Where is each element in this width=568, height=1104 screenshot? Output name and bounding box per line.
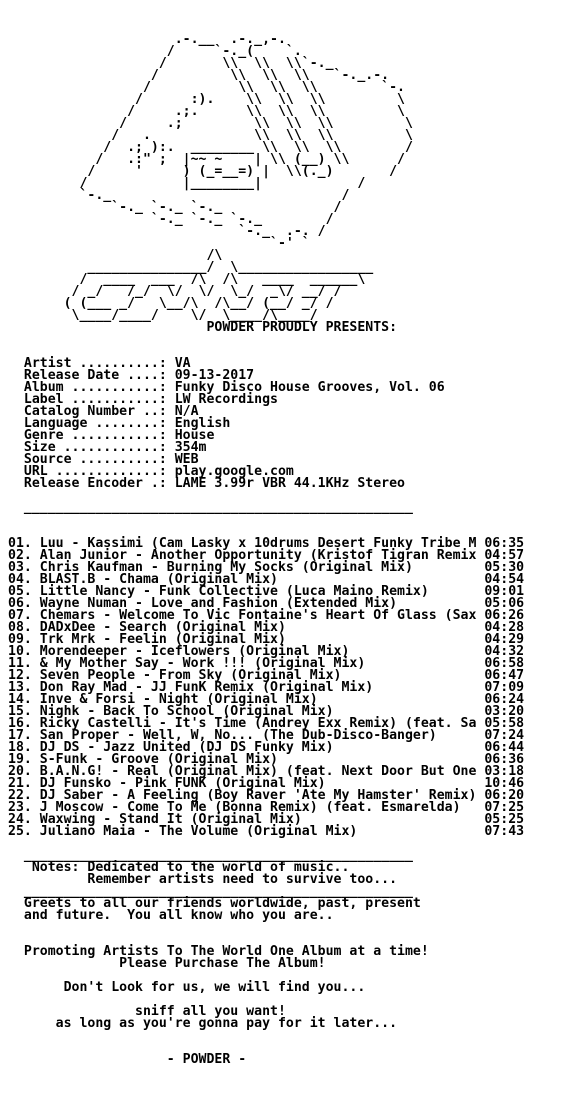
nfo-line [8,514,524,526]
nfo-line: _________________________________________________ [8,884,413,899]
nfo-line: 04. BLAST.B - Chama (Original Mix) 04:54 [8,572,525,587]
nfo-line: 02. Alan Junior - Another Opportunity (Kristof Tigran Remix 04:57 [8,548,525,563]
nfo-line: Language ........: English [8,416,231,431]
nfo-line: Release Date ....: 09-13-2017 [8,368,255,383]
nfo-line: Artist ..........: VA [8,356,191,371]
nfo-line: URL .............: play.google.com [8,464,294,479]
nfo-line: _________________________________________________ [8,848,413,863]
nfo-line: 07. Chemars - Welcome To Vic Fontaine's Heart Of Glass (Sax 06:26 [8,608,525,623]
nfo-line: 16. Ricky Castelli - It's Time (Andrey Exx Remix) (feat. Sa 05:58 [8,716,525,731]
nfo-line: / `-._( `. [8,44,302,59]
nfo-line: 21. DJ Funsko - Pink FUNK (Original Mix) 10:46 [8,776,525,791]
nfo-line: Album ...........: Funky Disco House Grooves, Vol. 06 [8,380,445,395]
nfo-line: 18. DJ DS - Jazz United (DJ DS Funky Mix) 06:44 [8,740,525,755]
nfo-line: 22. DJ Saber - A Feeling (Boy Raver 'Ate My Hamster' Remix) 06:20 [8,788,525,803]
nfo-line: as long as you're gonna pay for it later... [8,1016,398,1031]
nfo-line: Genre ...........: House [8,428,215,443]
nfo-line [8,334,524,346]
nfo-line: 11. & My Mother Say - Work !!! (Original Mix) 06:58 [8,656,525,671]
nfo-line: 17. San Proper - Well, W, No... (The Dub-Disco-Banger) 07:24 [8,728,525,743]
nfo-line: \____/____/ \/ \____/\____/ [8,308,318,323]
nfo-line: /\ [8,248,223,263]
nfo-line: 23. J Moscow - Come To Me (Bonna Remix) (feat. Esmarelda) 07:25 [8,800,525,815]
nfo-line: 05. Little Nancy - Funk Collective (Luca Maino Remix) 09:01 [8,584,525,599]
nfo-line: 06. Wayne Numan - Love and Fashion (Extended Mix) 05:06 [8,596,525,611]
nfo-line: `-' ` [8,236,310,251]
nfo-line [8,1030,524,1042]
nfo-line: / ____ ___ /\ /\ ____ ______\ [8,272,366,287]
nfo-line: / \\ \\ \\ `-. [8,80,405,95]
nfo-line: / :). \\ \\ \\ \ [8,92,405,107]
nfo-line: 03. Chris Kaufman - Burning My Socks (Original Mix) 05:30 [8,560,525,575]
nfo-line: 24. Waxwing - Stand It (Original Mix) 05:25 [8,812,525,827]
nfo-line [8,922,524,934]
nfo-line: 01. Luu - Kassimi (Cam Lasky x 10drums Desert Funky Tribe M 06:35 [8,536,525,551]
nfo-line: Label ...........: LW Recordings [8,392,278,407]
nfo-line: _________________________________________________ [8,500,413,515]
nfo-line: Remember artists need to survive too... [8,872,398,887]
nfo-line: / \\ \\ \\ `-._.-. [8,68,390,83]
nfo-line: Greets to all our friends worldwide, past, present [8,896,421,911]
nfo-line: Please Purchase The Album! [8,956,326,971]
nfo-line: / .:" ; |~~ ~ | \\ (__) \\ / [8,152,405,167]
nfo-line: .-.__ .-._,-. [8,32,286,47]
nfo-line: Source ..........: WEB [8,452,199,467]
nfo-line: Size ............: 354m [8,440,207,455]
nfo-line: ( (___ _/ \__/\ /\__/ (__/ _/ / [8,296,334,311]
nfo-line: sniff all you want! [8,1004,286,1019]
nfo-line: 10. Morendeeper - Iceflowers (Original Mix) 04:32 [8,644,525,659]
nfo-line: Promoting Artists To The World One Album at a time! [8,944,429,959]
nfo-line: `-._ .-. / [8,224,326,239]
nfo-line: / . \\ \\ \\ \ [8,128,413,143]
nfo-line: / _/ /_/ \/ \/ \_/ _\/ __/ / [8,284,342,299]
nfo-line: / .;. \\ \\ \\ \ [8,104,405,119]
nfo-line: / \\ \\ \\`-._ [8,56,334,71]
nfo-line: 12. Seven People - From Sky (Original Mix) 06:47 [8,668,525,683]
nfo-line: 20. B.A.N.G! - Real (Original Mix) (feat. Next Door But One 03:18 [8,764,525,779]
nfo-line: Don't Look for us, we will find you... [8,980,366,995]
nfo-line: `-._ `-._ `-._ / [8,200,342,215]
nfo-line: / |________| / [8,176,366,191]
nfo-line: / .; \\ \\ \\ \ [8,116,413,131]
nfo-line: 08. DADxDee - Search (Original Mix) 04:28 [8,620,525,635]
nfo-line: - POWDER - [8,1052,247,1067]
nfo-line: `-._ `-._ `-._ / [8,212,334,227]
nfo-line: 14. Inve & Forsi - Night (Original Mix) 06:24 [8,692,525,707]
nfo-document [8,34,524,1066]
nfo-line: 09. Trk Mrk - Feelin (Original Mix) 04:29 [8,632,525,647]
nfo-line: Catalog Number ..: N/A [8,404,199,419]
nfo-line: POWDER PROUDLY PRESENTS: [8,320,398,335]
nfo-line: 13. Don Ray Mad - JJ FunK Remix (Original Mix) 07:09 [8,680,525,695]
nfo-line: _______________/ \_________________ [8,260,374,275]
nfo-line: 19. S-Funk - Groove (Original Mix) 06:36 [8,752,525,767]
nfo-line: / .; ):. ________ \\ \\ \\ / [8,140,413,155]
nfo-line: `-._ / [8,188,350,203]
nfo-line: and future. You all know who you are.. [8,908,334,923]
nfo-line: / ' ) (_=__=) | \\(._) / [8,164,398,179]
nfo-line: 25. Juliano Maia - The Volume (Original Mix) 07:43 [8,824,525,839]
nfo-line: Notes: Dedicated to the world of music.. [8,860,350,875]
nfo-line: 15. Nighk - Back To School (Original Mix) 03:20 [8,704,525,719]
nfo-line: Release Encoder .: LAME 3.99r VBR 44.1KHz Stereo [8,476,405,491]
